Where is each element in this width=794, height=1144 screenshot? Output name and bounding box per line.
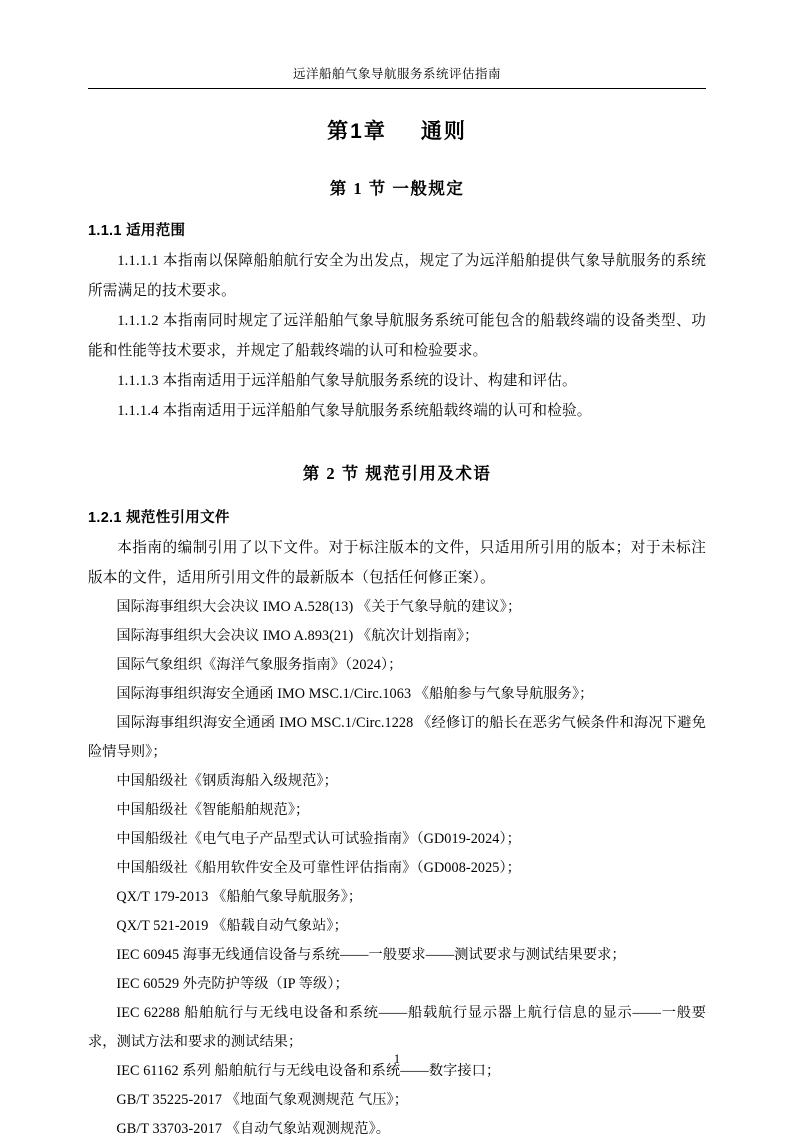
subsection-title: 规范性引用文件	[126, 510, 230, 526]
reference-item: 国际气象组织《海洋气象服务指南》（2024）；	[116, 657, 403, 673]
reference-item: IEC 60945 海事无线通信设备与系统——一般要求——测试要求与测试结果要求；	[116, 947, 626, 963]
chapter-name: 通则	[420, 120, 467, 143]
page-number: 1	[393, 1052, 401, 1066]
reference-item: QX/T 521-2019 《船载自动气象站》；	[116, 918, 348, 934]
reference-item: 国际海事组织大会决议 IMO A.893(21) 《航次计划指南》；	[116, 628, 479, 644]
section-2-title: 第 2 节 规范引用及术语	[302, 464, 492, 483]
subsection-1-1-1-heading	[88, 219, 706, 240]
reference-item: 国际海事组织海安全通函 IMO MSC.1/Circ.1228 《经修订的船长在恶劣气候条件和海况下避免险情导则》；	[88, 715, 706, 760]
chapter-title	[88, 115, 706, 145]
section-1-title: 第 1 节 一般规定	[329, 179, 465, 198]
reference-item: IEC 61162 系列 船舶航行与无线电设备和系统——数字接口；	[116, 1063, 501, 1079]
reference-item: 国际海事组织大会决议 IMO A.528(13) 《关于气象导航的建议》；	[116, 599, 522, 615]
reference-item: 中国船级社《钢质海船入级规范》；	[116, 773, 338, 789]
reference-item: GB/T 35225-2017 《地面气象观测规范 气压》；	[116, 1092, 408, 1108]
subsection-number: 1.1.1	[88, 223, 122, 239]
paragraph-1-1-1-4: 1.1.1.4 本指南适用于远洋船舶气象导航服务系统船载终端的认可和检验。	[117, 403, 592, 419]
reference-item: GB/T 33703-2017 《自动气象站观测规范》。	[116, 1121, 391, 1137]
reference-item: 国际海事组织海安全通函 IMO MSC.1/Circ.1063 《船舶参与气象导航服务》；	[116, 686, 594, 702]
paragraph-1-1-1-2: 1.1.1.2 本指南同时规定了远洋船舶气象导航服务系统可能包含的船载终端的设备类型、功能和性能等技术要求，并规定了船载终端的认可和检验要求。	[88, 313, 706, 359]
reference-item: 中国船级社《电气电子产品型式认可试验指南》（GD019-2024）；	[116, 831, 521, 847]
running-head: 远洋船舶气象导航服务系统评估指南	[292, 67, 501, 81]
reference-item: 中国船级社《智能船舶规范》；	[116, 802, 310, 818]
paragraph-1-1-1-1: 1.1.1.1 本指南以保障船舶航行安全为出发点，规定了为远洋船舶提供气象导航服务的系统所需满足的技术要求。	[88, 253, 706, 299]
subsection-title: 适用范围	[126, 223, 186, 239]
reference-item: QX/T 179-2013 《船舶气象导航服务》；	[116, 889, 363, 905]
header-divider	[88, 88, 706, 89]
reference-item: IEC 60529 外壳防护等级（IP 等级）；	[116, 976, 349, 992]
page-content	[88, 64, 706, 1144]
subsection-number: 1.2.1	[88, 510, 122, 526]
reference-item: IEC 62288 船舶航行与无线电设备和系统——船载航行显示器上航行信息的显示——一般要求，测试方法和要求的测试结果；	[88, 1005, 706, 1050]
paragraph-1-1-1-3: 1.1.1.3 本指南适用于远洋船舶气象导航服务系统的设计、构建和评估。	[117, 373, 577, 389]
reference-item: 中国船级社《船用软件安全及可靠性评估指南》（GD008-2025）；	[116, 860, 521, 876]
chapter-number: 第1章	[327, 120, 387, 143]
paragraph-1-2-1-intro: 本指南的编制引用了以下文件。对于标注版本的文件，只适用所引用的版本；对于未标注版本的文件，适用所引用文件的最新版本（包括任何修正案）。	[88, 540, 706, 586]
subsection-1-2-1-heading	[88, 506, 706, 527]
